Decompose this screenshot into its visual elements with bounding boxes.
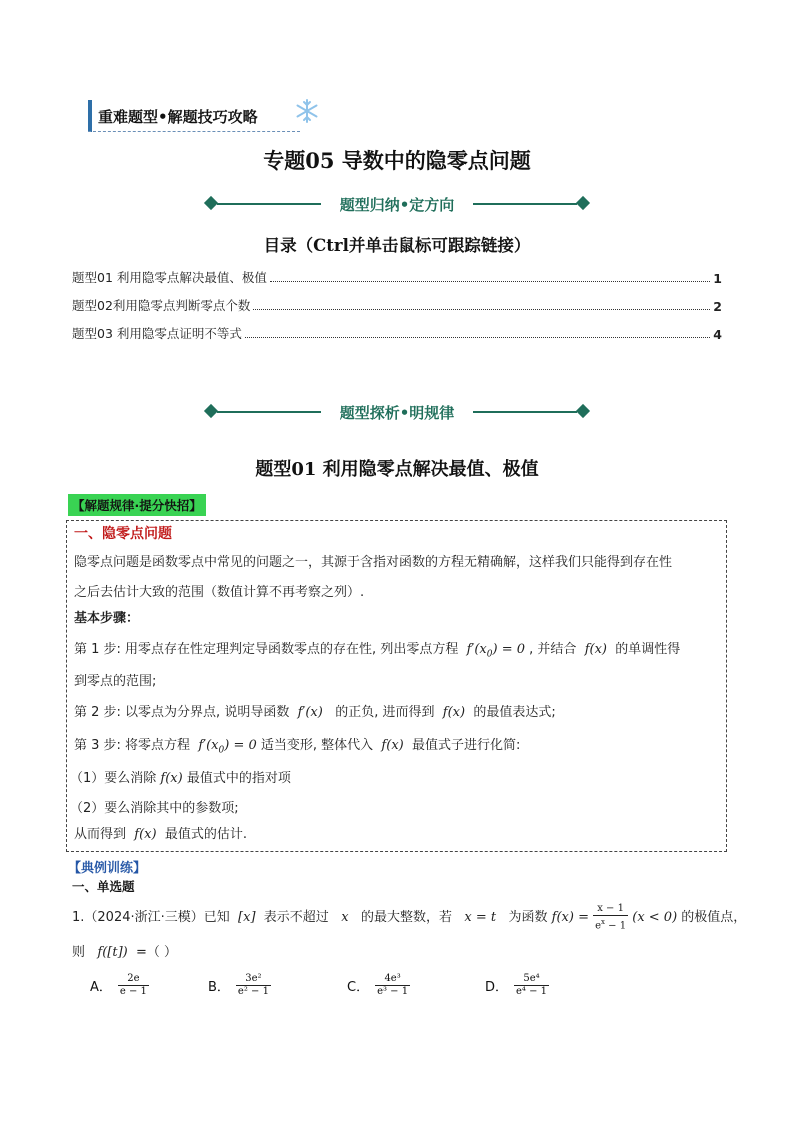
step-1-line-a xyxy=(74,638,680,660)
math-formula: f(x) xyxy=(438,705,470,720)
step-text: 第 2 步: 以零点为分界点, 说明导函数 xyxy=(74,705,290,720)
step-text: 从而得到 xyxy=(74,827,127,842)
snowflake-icon xyxy=(294,98,320,124)
math-formula: f(x) xyxy=(377,738,408,753)
option-denominator: e − 1 xyxy=(119,986,147,997)
q-text: 的极值点， xyxy=(681,910,747,926)
option-a[interactable] xyxy=(90,973,149,998)
section-banner-1 xyxy=(203,193,591,215)
math-formula: $f'(x_0) = 0$ xyxy=(462,642,526,660)
toc-page: 1 xyxy=(713,271,722,286)
option-c[interactable] xyxy=(347,973,410,998)
intro-line-1: 隐零点问题是函数零点中常见的问题之一，其源于含指对函数的方程无精确解，这样我们只能得到存在性 xyxy=(74,555,673,570)
badge-underline xyxy=(88,131,300,132)
math-formula: f(x) xyxy=(580,642,612,657)
sub-item-2: （2）要么消除其中的参数项; xyxy=(70,801,239,816)
question-1-line-a xyxy=(72,903,746,932)
option-denominator: e² − 1 xyxy=(237,986,269,997)
q-text: 表示不超过 xyxy=(263,910,329,926)
option-numerator: 3e² xyxy=(236,973,271,986)
section-title: 题型01 利用隐零点解决最值、极值 xyxy=(255,459,539,480)
option-fraction xyxy=(118,973,149,998)
badge-accent-bar xyxy=(88,100,92,132)
toc-leader xyxy=(245,337,710,338)
step-text: 的正负, 进而得到 xyxy=(335,705,435,720)
math-formula: f(x) xyxy=(130,827,161,842)
math-formula: $f'(x_0) = 0$ xyxy=(194,738,257,756)
math-formula: x = t xyxy=(456,910,505,926)
option-d[interactable] xyxy=(485,973,549,998)
option-numerator: 2e xyxy=(118,973,149,986)
toc-label: 题型02利用隐零点判断零点个数 xyxy=(72,298,251,313)
option-letter: A． xyxy=(90,980,112,995)
step-text: 第 3 步: 将零点方程 xyxy=(74,738,191,753)
toc-link-3[interactable] xyxy=(72,324,722,342)
q-text: 则 xyxy=(72,945,86,960)
option-numerator: 5e⁴ xyxy=(514,973,549,986)
toc-link-2[interactable] xyxy=(72,296,722,314)
math-formula: f(x) xyxy=(160,771,183,786)
toc-link-1[interactable] xyxy=(72,268,722,286)
toc-leader xyxy=(253,309,710,310)
toc-page: 4 xyxy=(713,327,722,342)
step-text: 最值式子进行化简: xyxy=(412,738,521,753)
section-banner-2 xyxy=(203,401,591,423)
step-1-line-b: 到零点的范围; xyxy=(74,674,157,689)
header-badge: 重难题型•解题技巧攻略 xyxy=(98,108,258,126)
step-text: （1）要么消除 xyxy=(70,771,157,786)
example-subheading: 一、单选题 xyxy=(72,879,135,894)
banner-text: 题型归纳•定方向 xyxy=(339,196,455,214)
question-1-line-b xyxy=(72,941,177,960)
q-text: 为函数 xyxy=(508,910,548,926)
banner-text: 题型探析•明规律 xyxy=(339,404,455,422)
toc-title: 目录（Ctrl并单击鼠标可跟踪链接） xyxy=(263,236,531,255)
math-formula: x xyxy=(332,910,357,926)
option-letter: D． xyxy=(485,980,509,995)
option-fraction xyxy=(236,973,271,998)
math-formula: f′(x) xyxy=(293,705,332,720)
option-b[interactable] xyxy=(208,973,271,998)
option-fraction xyxy=(514,973,549,998)
toc-label: 题型03 利用隐零点证明不等式 xyxy=(72,326,242,341)
step-text: 适当变形, 整体代入 xyxy=(260,738,374,753)
option-denominator: e³ − 1 xyxy=(377,986,409,997)
step-text: 最值式的估计. xyxy=(164,827,247,842)
option-letter: B． xyxy=(208,980,230,995)
step-text: 的单调性得 xyxy=(615,642,681,657)
q-text: 的最大整数，若 xyxy=(360,910,452,926)
option-fraction xyxy=(375,973,410,998)
intro-line-2: 之后去估计大致的范围（数值计算不再考察之列）. xyxy=(74,585,365,600)
toc-leader xyxy=(270,281,710,282)
math-formula: f([t]) xyxy=(89,945,132,960)
math-formula: (x < 0) xyxy=(632,910,678,926)
document-title: 专题05 导数中的隐零点问题 xyxy=(263,148,531,173)
option-denominator: e⁴ − 1 xyxy=(516,986,548,997)
steps-title: 基本步骤： xyxy=(74,611,140,626)
option-numerator: 4e³ xyxy=(375,973,410,986)
math-formula: [x] xyxy=(233,910,260,926)
conclusion-line xyxy=(74,823,247,842)
step-text: , 并结合 xyxy=(529,642,577,657)
step-3-line xyxy=(74,734,520,756)
tip-label: 【解题规律·提分快招】 xyxy=(68,494,206,516)
q-text: 1.（2024·浙江·三模）已知 xyxy=(72,910,230,926)
box-heading: 一、隐零点问题 xyxy=(74,526,172,542)
q-text: =（ ） xyxy=(136,945,178,960)
option-letter: C． xyxy=(347,980,370,995)
step-text: 的最值表达式; xyxy=(473,705,556,720)
math-formula: f(x) = xyxy=(551,910,589,926)
toc-label: 题型01 利用隐零点解决最值、极值 xyxy=(72,270,267,285)
step-2-line xyxy=(74,701,556,720)
step-text: 第 1 步: 用零点存在性定理判定导函数零点的存在性, 列出零点方程 xyxy=(74,642,459,657)
toc-page: 2 xyxy=(713,299,722,314)
example-label: 【典例训练】 xyxy=(68,861,147,876)
math-fraction: $\frac{x - 1}{e^x - 1}$ xyxy=(595,903,627,932)
step-text: 最值式中的指对项 xyxy=(186,771,291,786)
sub-item-1 xyxy=(70,767,291,786)
